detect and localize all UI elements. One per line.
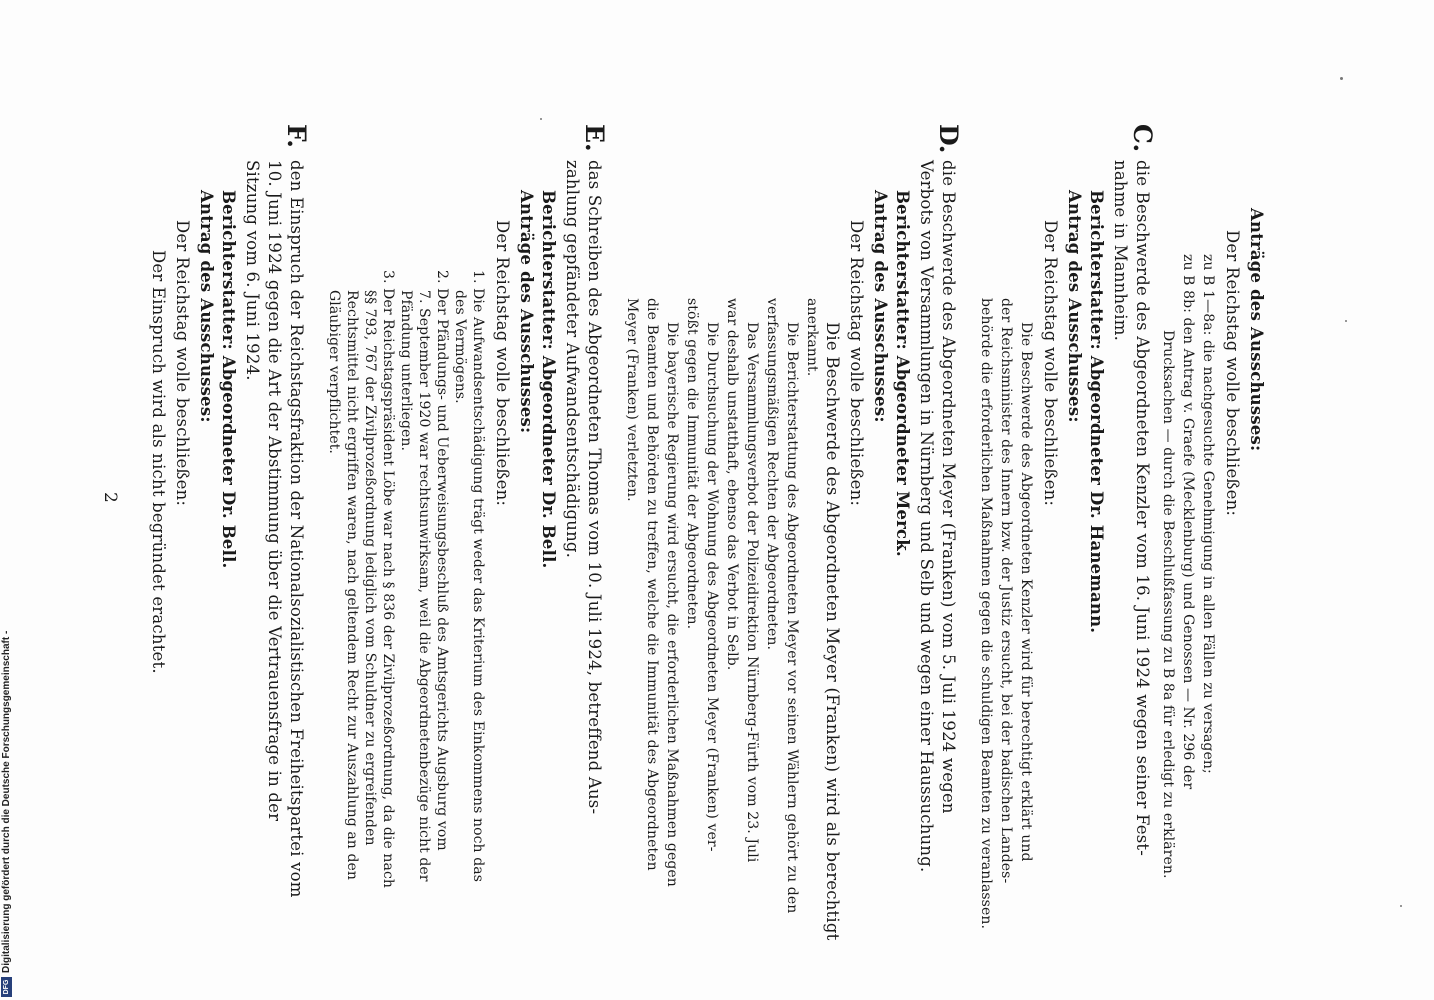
section-letter: E. (580, 124, 609, 152)
text-line: Berichterstatter: Abgeordneter Dr. Bell. (219, 190, 238, 569)
text-line: zahlung gepfändeter Aufwandsentschädigung. (563, 160, 582, 559)
text-line: 7. September 1920 war rechtsunwirksam, weil die Abgeordnetenbezüge nicht der (416, 290, 432, 882)
scan-speck (540, 118, 542, 120)
text-line: Antrag des Ausschusses: (871, 190, 890, 423)
text-line: Anträge des Ausschusses: (1247, 208, 1266, 452)
scan-speck (1400, 905, 1402, 907)
dfg-logo: DFG (1, 977, 12, 997)
text-line: Der Reichstag wolle beschließen: (173, 220, 192, 507)
text-line: Gläubiger verpflichtet. (326, 290, 342, 454)
text-line: Antrag des Ausschusses: (1065, 190, 1084, 423)
text-line: zu B 8b: den Antrag v. Graefe (Mecklenburg) und Genossen — Nr. 296 der (1180, 254, 1196, 790)
text-line: Meyer (Franken) verletzten. (624, 298, 640, 502)
text-line: Pfändung unterliegen. (398, 290, 414, 452)
text-line: die Beamten und Behörden zu treffen, welche die Immunität des Abgeordneten (644, 298, 660, 871)
text-line: war deshalb unstatthaft, ebenso das Verbot in Selb. (724, 298, 740, 671)
text-line: Der Reichstag wolle beschließen: (493, 220, 512, 507)
digitization-credit (0, 597, 20, 997)
text-line: §§ 793, 767 der Zivilprozeßordnung lediglich vom Schuldner zu ergreifenden (362, 290, 378, 846)
text-line: die Beschwerde des Abgeordneten Kenzler vom 16. Juni 1924 wegen seiner Fest- (1133, 160, 1152, 857)
text-line: 1. Die Aufwandsentschädigung trägt weder das Kriterium des Einkommens noch das (470, 270, 486, 883)
text-line: Rechtsmittel nicht ergriffen waren, nach geltendem Recht zur Auszahlung an den (344, 290, 360, 881)
text-line: Die Durchsuchung der Wohnung des Abgeordneten Meyer (Franken) ver- (704, 322, 720, 852)
text-line: die Beschwerde des Abgeordneten Meyer (Franken) vom 5. Juli 1924 wegen (939, 160, 958, 814)
text-line: der Reichsminister des Innern bzw. der Justiz ersucht, bei der badischen Landes- (998, 298, 1014, 884)
text-line: 10. Juni 1924 gegen die Art der Abstimmung über die Vertrauensfrage in der (265, 160, 284, 822)
text-line: Der Reichstag wolle beschließen: (1223, 230, 1242, 517)
scan-speck (1345, 320, 1347, 322)
text-line: Anträge des Ausschusses: (517, 190, 536, 434)
text-line: verfassungsmäßigen Rechten der Abgeordneten. (764, 298, 780, 651)
text-line: anerkannt. (804, 298, 820, 377)
section-letter: F. (282, 124, 311, 148)
section-letter: C. (1128, 124, 1157, 153)
text-line: 2. Der Pfändungs- und Ueberweisungsbeschluß des Amtsgerichts Augsburg vom (434, 270, 450, 851)
text-line: zu B 1—8a: die nachgesuchte Genehmigung in allen Fällen zu versagen; (1200, 254, 1216, 774)
text-line: Berichterstatter: Abgeordneter Dr. Hanemann. (1087, 190, 1106, 634)
text-line: Berichterstatter: Abgeordneter Dr. Bell. (539, 190, 558, 569)
text-line: Antrag des Ausschusses: (197, 190, 216, 423)
text-line: Die Beschwerde des Abgeordneten Kenzler wird für berechtigt erklärt und (1018, 322, 1034, 862)
text-line: Verbots von Versammlungen in Nürnberg und Selb und wegen einer Haussuchung. (917, 160, 936, 873)
text-line: Der Reichstag wolle beschließen: (1041, 220, 1060, 507)
text-line: 3. Der Reichstagspräsident Löbe war nach § 836 der Zivilprozeßordnung, da die nach (380, 270, 396, 889)
scan-speck (1340, 77, 1343, 80)
text-line: Die Berichterstattung des Abgeordneten Meyer vor seinen Wählern gehört zu den (784, 322, 800, 914)
page-number: 2 (100, 492, 120, 503)
text-line: Berichterstatter: Abgeordneter Merck. (893, 190, 912, 557)
text-line: Das Versammlungsverbot der Polizeidirektion Nürnberg-Fürth vom 23. Juli (744, 322, 760, 863)
text-line: Der Reichstag wolle beschließen: (847, 220, 866, 507)
section-letter: D. (934, 124, 963, 154)
credit-text: Digitalisierung gefördert durch die Deutsche Forschungsgemeinschaft - (1, 630, 12, 973)
text-line: Drucksachen — durch die Beschlußfassung zu B 8a für erledigt zu erklären. (1160, 330, 1176, 879)
text-line: Die Beschwerde des Abgeordneten Meyer (Franken) wird als berechtigt (823, 322, 842, 941)
text-line: Die bayerische Regierung wird ersucht, die erforderlichen Maßnahmen gegen (664, 322, 680, 887)
text-line: behörde die erforderlichen Maßnahmen gegen die schuldigen Beamten zu veranlassen. (978, 298, 994, 930)
text-line: Sitzung vom 6. Juni 1924. (243, 160, 262, 381)
text-line: nahme in Mannheim. (1111, 160, 1130, 342)
text-line: Der Einspruch wird als nicht begründet erachtet. (149, 250, 168, 674)
text-line: das Schreiben des Abgeordneten Thomas vom 10. Juli 1924, betreffend Aus- (585, 160, 604, 815)
text-line: des Vermögens. (452, 290, 468, 404)
text-line: stößt gegen die Immunität der Abgeordneten. (684, 298, 700, 630)
text-line: den Einspruch der Reichstagsfraktion der Nationalsozialistischen Freiheitspartei vom (287, 160, 306, 898)
